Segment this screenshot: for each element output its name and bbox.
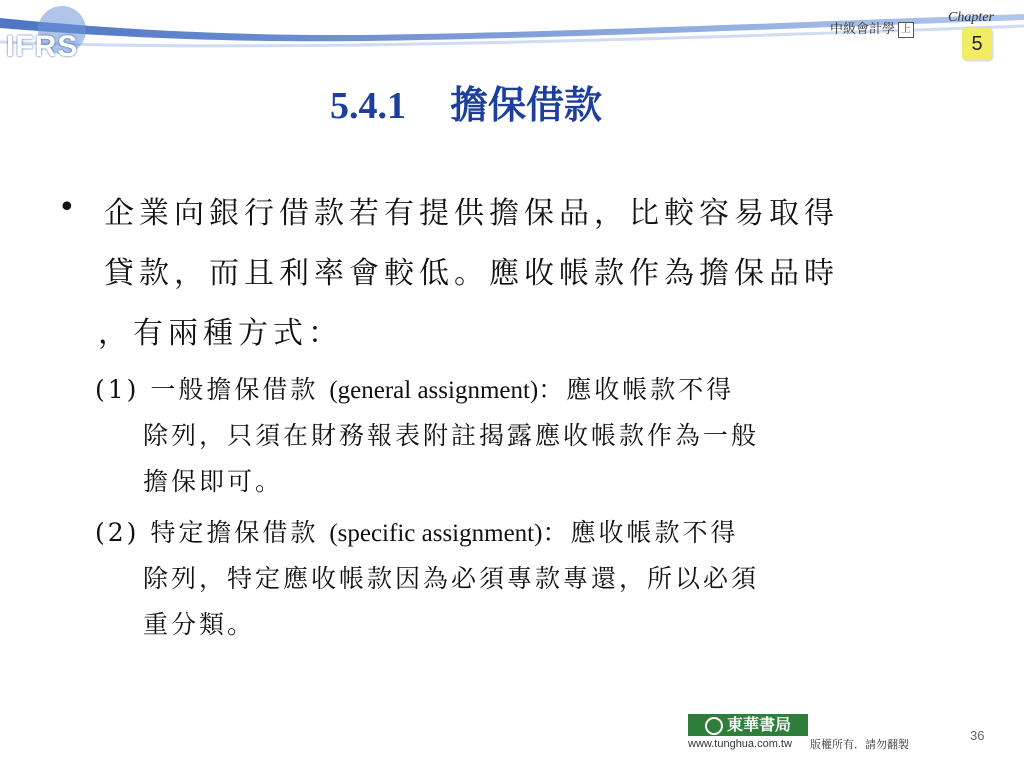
sub-item-suffix: ：應收帳款不得 bbox=[538, 375, 735, 404]
copyright-notice: 版權所有．請勿翻製 bbox=[810, 738, 909, 751]
sub-item-line bbox=[95, 513, 738, 549]
chapter-label: Chapter bbox=[948, 10, 994, 25]
sub-item-line: 除列，只須在財務報表附註揭露應收帳款作為一般 bbox=[143, 421, 760, 450]
slide-title bbox=[330, 74, 602, 129]
publisher-name: 東華書局 bbox=[726, 715, 791, 734]
course-volume-badge: 上 bbox=[898, 22, 914, 38]
bullet-line: 企業向銀行借款若有提供擔保品，比較容易取得 bbox=[104, 196, 839, 231]
bullet-line: 貸款，而且利率會較低。應收帳款作為擔保品時 bbox=[104, 256, 839, 291]
sub-item-line bbox=[95, 370, 734, 406]
course-name bbox=[830, 18, 914, 38]
sub-item-english-term: (specific assignment) bbox=[329, 520, 543, 547]
publisher-url: www.tunghua.com.tw bbox=[688, 738, 792, 750]
course-title: 中級會計學 bbox=[830, 22, 896, 37]
sub-item-prefix: (2) 特定擔保借款 bbox=[95, 518, 330, 547]
bullet-dot-icon: • bbox=[58, 190, 76, 225]
chapter-number-badge: 5 bbox=[962, 28, 992, 60]
bullet-line: ，有兩種方式： bbox=[98, 316, 343, 351]
section-number: 5.4.1 bbox=[330, 85, 406, 127]
sub-item-line: 重分類。 bbox=[143, 610, 256, 639]
sub-item-line: 除列，特定應收帳款因為必須專款專還，所以必須 bbox=[143, 564, 760, 593]
publisher-logo bbox=[688, 714, 808, 736]
sub-item-line: 擔保即可。 bbox=[143, 467, 284, 496]
sub-item-english-term: (general assignment) bbox=[329, 377, 539, 404]
sub-item-suffix: ：應收帳款不得 bbox=[542, 518, 739, 547]
section-title: 擔保借款 bbox=[450, 82, 603, 127]
page-number: 36 bbox=[970, 728, 985, 743]
publisher-emblem-icon bbox=[705, 717, 723, 735]
sub-item-prefix: (1) 一般擔保借款 bbox=[95, 375, 330, 404]
ifrs-logo: IFRS bbox=[6, 30, 79, 63]
